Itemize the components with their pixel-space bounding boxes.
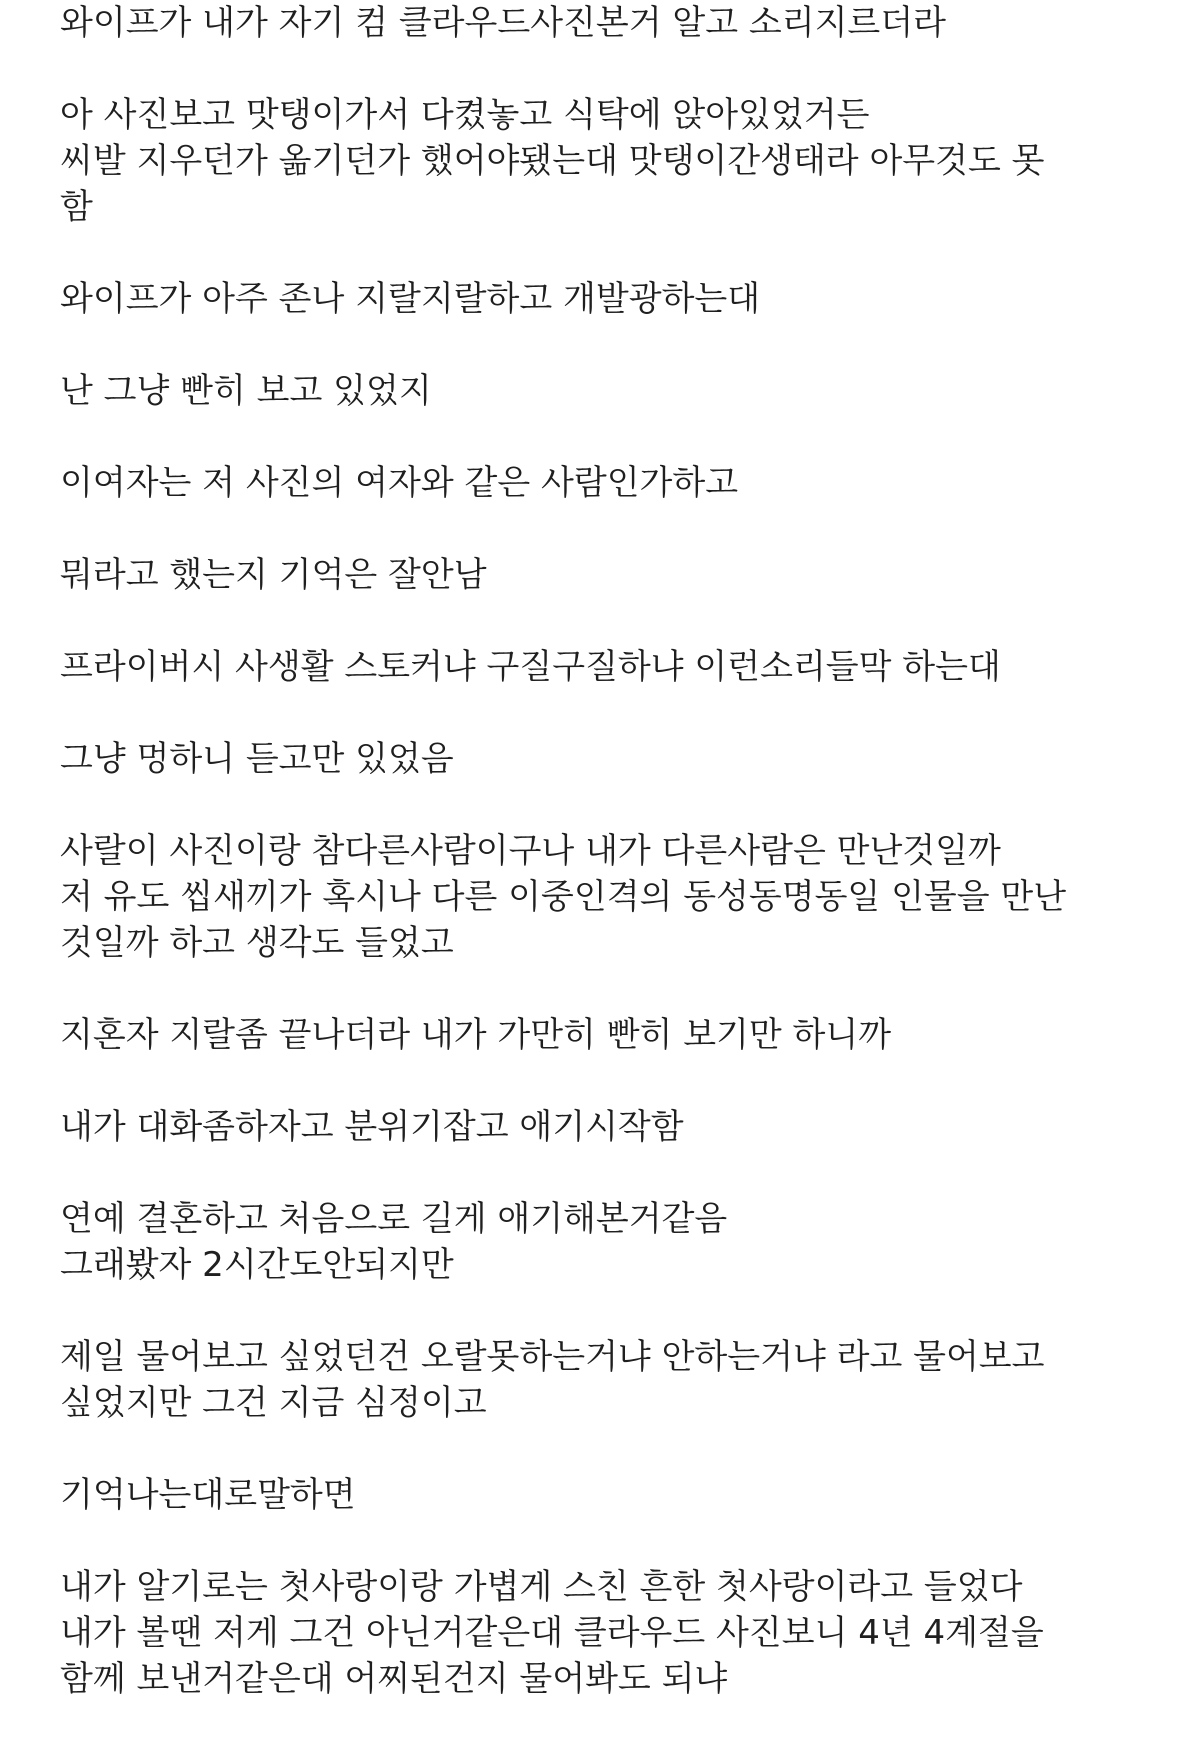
paragraph-9 bbox=[60, 828, 1160, 966]
post-body bbox=[60, 0, 1160, 1748]
text-line: 함께 보낸거같은대 어찌된건지 물어봐도 되냐 bbox=[60, 1659, 728, 1699]
text-line: 기억나는대로말하면 bbox=[60, 1475, 356, 1515]
text-line: 함 bbox=[60, 187, 93, 227]
text-line: 아 사진보고 맛탱이가서 다켰놓고 식탁에 앉아있었거든 bbox=[60, 95, 870, 135]
text-line: 싶었지만 그건 지금 심정이고 bbox=[60, 1383, 487, 1423]
text-line: 지혼자 지랄좀 끝나더라 내가 가만히 빤히 보기만 하니까 bbox=[60, 1015, 892, 1055]
text-line: 내가 볼땐 저게 그건 아닌거같은대 클라우드 사진보니 4년 4계절을 bbox=[60, 1613, 1044, 1653]
paragraph-7 bbox=[60, 644, 1160, 690]
text-line: 씨발 지우던가 옮기던가 했어야됐는대 맛탱이간생태라 아무것도 못 bbox=[60, 141, 1045, 181]
paragraph-4 bbox=[60, 368, 1160, 414]
paragraph-13 bbox=[60, 1334, 1160, 1426]
paragraph-2 bbox=[60, 92, 1160, 230]
paragraph-6 bbox=[60, 552, 1160, 598]
paragraph-11 bbox=[60, 1104, 1160, 1150]
paragraph-12 bbox=[60, 1196, 1160, 1288]
text-line: 내가 알기로는 첫사랑이랑 가볍게 스친 흔한 첫사랑이라고 들었다 bbox=[60, 1567, 1023, 1607]
text-line: 프라이버시 사생활 스토커냐 구질구질하냐 이런소리들막 하는대 bbox=[60, 647, 1001, 687]
text-line: 그래봤자 2시간도안되지만 bbox=[60, 1245, 454, 1285]
paragraph-15 bbox=[60, 1564, 1160, 1702]
paragraph-14 bbox=[60, 1472, 1160, 1518]
paragraph-5 bbox=[60, 460, 1160, 506]
text-line: 것일까 하고 생각도 들었고 bbox=[60, 923, 454, 963]
text-line: 그냥 멍하니 듣고만 있었음 bbox=[60, 739, 454, 779]
text-line: 사랄이 사진이랑 참다른사람이구나 내가 다른사람은 만난것일까 bbox=[60, 831, 1001, 871]
paragraph-8 bbox=[60, 736, 1160, 782]
text-line: 난 그냥 빤히 보고 있었지 bbox=[60, 371, 432, 411]
text-line: 와이프가 내가 자기 컴 클라우드사진본거 알고 소리지르더라 bbox=[60, 3, 946, 43]
text-line: 제일 물어보고 싶었던건 오랄못하는거냐 안하는거냐 라고 물어보고 bbox=[60, 1337, 1045, 1377]
text-line: 내가 대화좀하자고 분위기잡고 애기시작함 bbox=[60, 1107, 684, 1147]
text-line: 와이프가 아주 존나 지랄지랄하고 개발광하는대 bbox=[60, 279, 761, 319]
paragraph-10 bbox=[60, 1012, 1160, 1058]
paragraph-1 bbox=[60, 0, 1160, 46]
text-line: 뭐라고 했는지 기억은 잘안남 bbox=[60, 555, 487, 595]
paragraph-3 bbox=[60, 276, 1160, 322]
text-line: 연예 결혼하고 처음으로 길게 애기해본거같음 bbox=[60, 1199, 728, 1239]
text-line: 이여자는 저 사진의 여자와 같은 사람인가하고 bbox=[60, 463, 739, 503]
text-line: 저 유도 씹새끼가 혹시나 다른 이중인격의 동성동명동일 인물을 만난 bbox=[60, 877, 1067, 917]
